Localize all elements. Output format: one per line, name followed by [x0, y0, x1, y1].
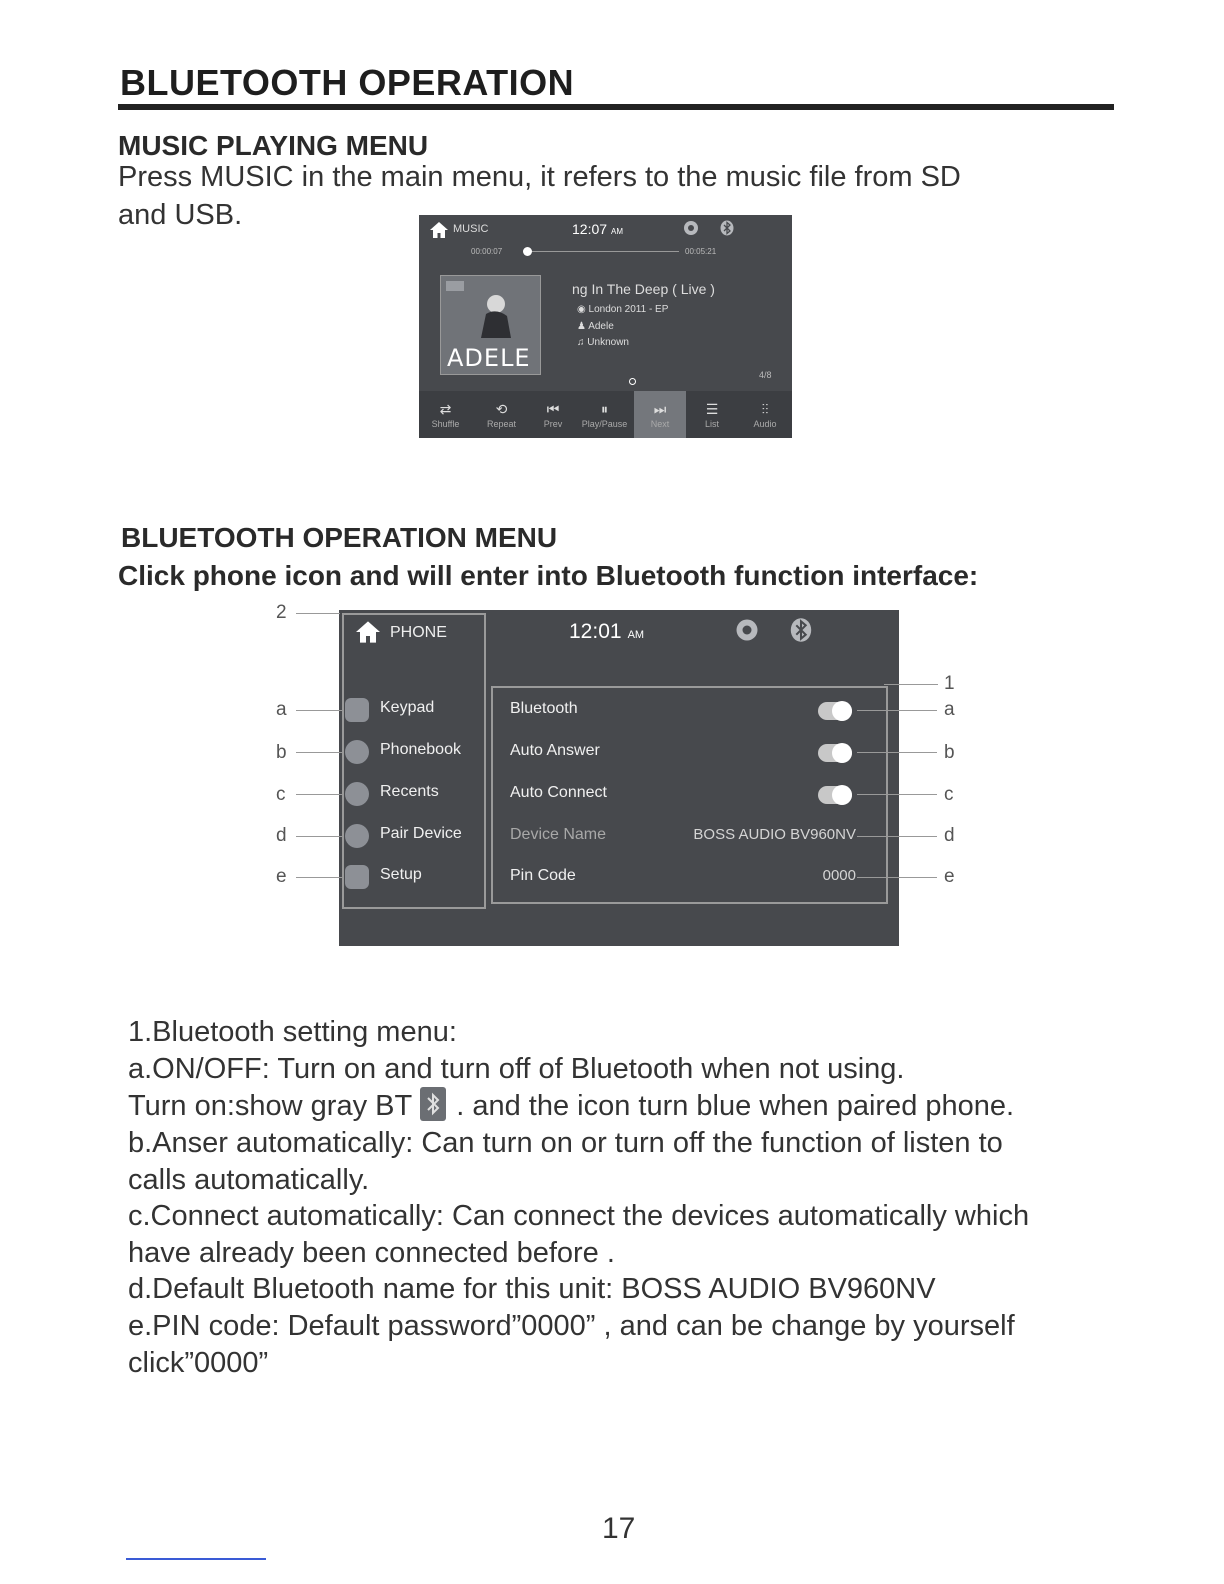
repeat-label: Repeat: [486, 419, 517, 429]
setting-label: Auto Connect: [510, 784, 607, 801]
bt-section-subheading: Click phone icon and will enter into Bluetooth function interface:: [118, 560, 979, 591]
album-art: [440, 275, 541, 375]
clock: [569, 620, 644, 644]
person-icon: ♟: [577, 321, 586, 332]
desc-line: a.ON/OFF: Turn on and turn off of Bluetooth when not using.: [128, 1053, 905, 1085]
pause-icon: ⏸: [601, 401, 608, 417]
artist-name: Adele: [588, 321, 614, 332]
callout-leader: [296, 836, 344, 837]
setting-row-auto-connect[interactable]: [493, 772, 886, 812]
desc-line: 1.Bluetooth setting menu:: [128, 1016, 457, 1048]
callout-c-right: c: [944, 784, 954, 805]
bluetooth-icon[interactable]: [720, 220, 734, 241]
album-name: London 2011 - EP: [588, 304, 669, 315]
screen-label: MUSIC: [453, 223, 489, 235]
genre-name: Unknown: [587, 337, 629, 348]
nav-recents-label: Recents: [380, 783, 439, 800]
setting-label: Pin Code: [510, 867, 576, 884]
desc-line: b.Anser automatically: Can turn on or turn off the function of listen to: [128, 1127, 1003, 1159]
callout-e-right: e: [944, 866, 955, 887]
total-time: 00:05:21: [685, 247, 717, 256]
clock: [572, 221, 623, 237]
callout-leader: [857, 836, 937, 837]
playback-controls: [419, 391, 792, 438]
bluetooth-settings-panel: [491, 686, 888, 904]
footer-rule: [126, 1558, 266, 1560]
page-number: 17: [602, 1512, 636, 1545]
keypad-icon: [345, 698, 369, 722]
music-intro-line-2: and USB.: [118, 199, 243, 231]
callout-leader: [857, 752, 937, 753]
disc-icon: ◉: [577, 304, 586, 315]
desc-line: calls automatically.: [128, 1164, 370, 1196]
setting-label: Auto Answer: [510, 742, 600, 759]
play-pause-button[interactable]: [575, 391, 634, 438]
music-player-screenshot: [419, 215, 792, 438]
desc-turn-on-before: Turn on:show gray BT: [128, 1090, 413, 1122]
gray-bt-icon: [420, 1087, 446, 1121]
song-title: ng In The Deep ( Live ): [572, 281, 715, 297]
desc-turn-on-after: . and the icon turn blue when paired phone.: [456, 1090, 1015, 1122]
desc-line-turn-on: [128, 1087, 1014, 1125]
clock-ampm: AM: [611, 227, 624, 236]
home-icon[interactable]: [354, 620, 382, 649]
callout-b-right: b: [944, 742, 955, 763]
desc-line: click”0000”: [128, 1347, 269, 1379]
screen-label: PHONE: [390, 624, 447, 641]
desc-line: d.Default Bluetooth name for this unit: BOSS AUDIO BV960NV: [128, 1273, 936, 1305]
callout-1: 1: [944, 673, 955, 694]
music-intro-line-1: Press MUSIC in the main menu, it refers to the music file from SD: [118, 161, 961, 193]
equalizer-icon: ⫶⫶: [761, 401, 769, 417]
page-title: BLUETOOTH OPERATION: [120, 62, 575, 103]
nav-keypad-label: Keypad: [380, 699, 435, 716]
callout-d-left: d: [276, 825, 287, 846]
callout-leader: [296, 710, 344, 711]
callout-a-right: a: [944, 699, 955, 720]
pair-icon: [345, 824, 369, 848]
note-icon: ♫: [577, 337, 585, 348]
list-button[interactable]: [686, 391, 738, 438]
audio-button[interactable]: [738, 391, 792, 438]
nav-phonebook-label: Phonebook: [380, 741, 461, 758]
repeat-icon: ⟲: [495, 401, 508, 417]
phone-menu-screenshot: [339, 610, 899, 946]
callout-leader: [857, 794, 937, 795]
gear-icon: [345, 865, 369, 889]
bluetooth-icon[interactable]: [790, 617, 812, 648]
callout-e-left: e: [276, 866, 287, 887]
clock-time: 12:07: [572, 221, 608, 237]
clock-time: 12:01: [569, 620, 622, 643]
callout-a-left: a: [276, 699, 287, 720]
progress-knob[interactable]: [523, 247, 532, 256]
title-divider: [118, 104, 1114, 110]
clock-icon: [345, 782, 369, 806]
callout-b-left: b: [276, 742, 287, 763]
page-dot-icon: [629, 378, 636, 385]
shuffle-icon: ⇄: [439, 401, 452, 417]
shuffle-label: Shuffle: [431, 419, 460, 429]
callout-d-right: d: [944, 825, 955, 846]
callout-c-left: c: [276, 784, 286, 805]
prev-button[interactable]: [531, 391, 575, 438]
shuffle-button[interactable]: [419, 391, 472, 438]
callout-leader: [296, 613, 340, 614]
nav-pair-device-label: Pair Device: [380, 825, 462, 842]
settings-gear-icon[interactable]: [683, 220, 699, 241]
callout-leader: [296, 752, 344, 753]
desc-line: have already been connected before .: [128, 1237, 615, 1269]
music-section-heading: MUSIC PLAYING MENU: [118, 130, 429, 161]
bluetooth-toggle[interactable]: [818, 702, 852, 720]
album-art-text: ADELE: [447, 344, 531, 372]
settings-gear-icon[interactable]: [735, 618, 759, 647]
callout-leader: [857, 710, 937, 711]
callout-leader: [857, 877, 937, 878]
bt-section-heading: BLUETOOTH OPERATION MENU: [121, 522, 558, 553]
prev-label: Prev: [543, 419, 563, 429]
audio-label: Audio: [753, 419, 777, 429]
desc-line: c.Connect automatically: Can connect the devices automatically which: [128, 1200, 1030, 1232]
home-icon[interactable]: [429, 221, 449, 244]
album-row: [577, 304, 668, 315]
setting-row-pin-code[interactable]: [493, 855, 886, 895]
next-label: Next: [650, 419, 670, 429]
callout-leader: [884, 684, 938, 685]
auto-answer-toggle[interactable]: [818, 744, 852, 762]
device-name-value: BOSS AUDIO BV960NV: [693, 826, 856, 843]
play-pause-label: Play/Pause: [581, 419, 628, 429]
desc-line: e.PIN code: Default password”0000” , and can be change by yourself: [128, 1310, 1015, 1342]
repeat-button[interactable]: [472, 391, 531, 438]
elapsed-time: 00:00:07: [471, 247, 503, 256]
callout-leader: [296, 877, 344, 878]
callout-leader: [296, 794, 344, 795]
progress-track[interactable]: [527, 251, 679, 252]
setting-row-bluetooth[interactable]: [493, 688, 886, 728]
phonebook-icon: [345, 740, 369, 764]
setting-label: Bluetooth: [510, 700, 578, 717]
pin-code-value[interactable]: 0000: [822, 867, 856, 884]
setting-row-auto-answer[interactable]: [493, 730, 886, 770]
artist-row: [577, 321, 614, 332]
clock-ampm: AM: [627, 629, 645, 641]
track-count: 4/8: [759, 370, 772, 380]
nav-setup-label: Setup: [380, 866, 422, 883]
next-icon: ⏭: [653, 401, 667, 417]
next-button[interactable]: [634, 391, 686, 438]
list-icon: ☰: [705, 401, 719, 417]
auto-connect-toggle[interactable]: [818, 786, 852, 804]
callout-2: 2: [276, 602, 287, 623]
prev-icon: ⏮: [546, 401, 560, 417]
genre-row: [577, 337, 629, 348]
list-label: List: [704, 419, 719, 429]
setting-label: Device Name: [510, 826, 607, 843]
setting-row-device-name[interactable]: [493, 814, 886, 854]
